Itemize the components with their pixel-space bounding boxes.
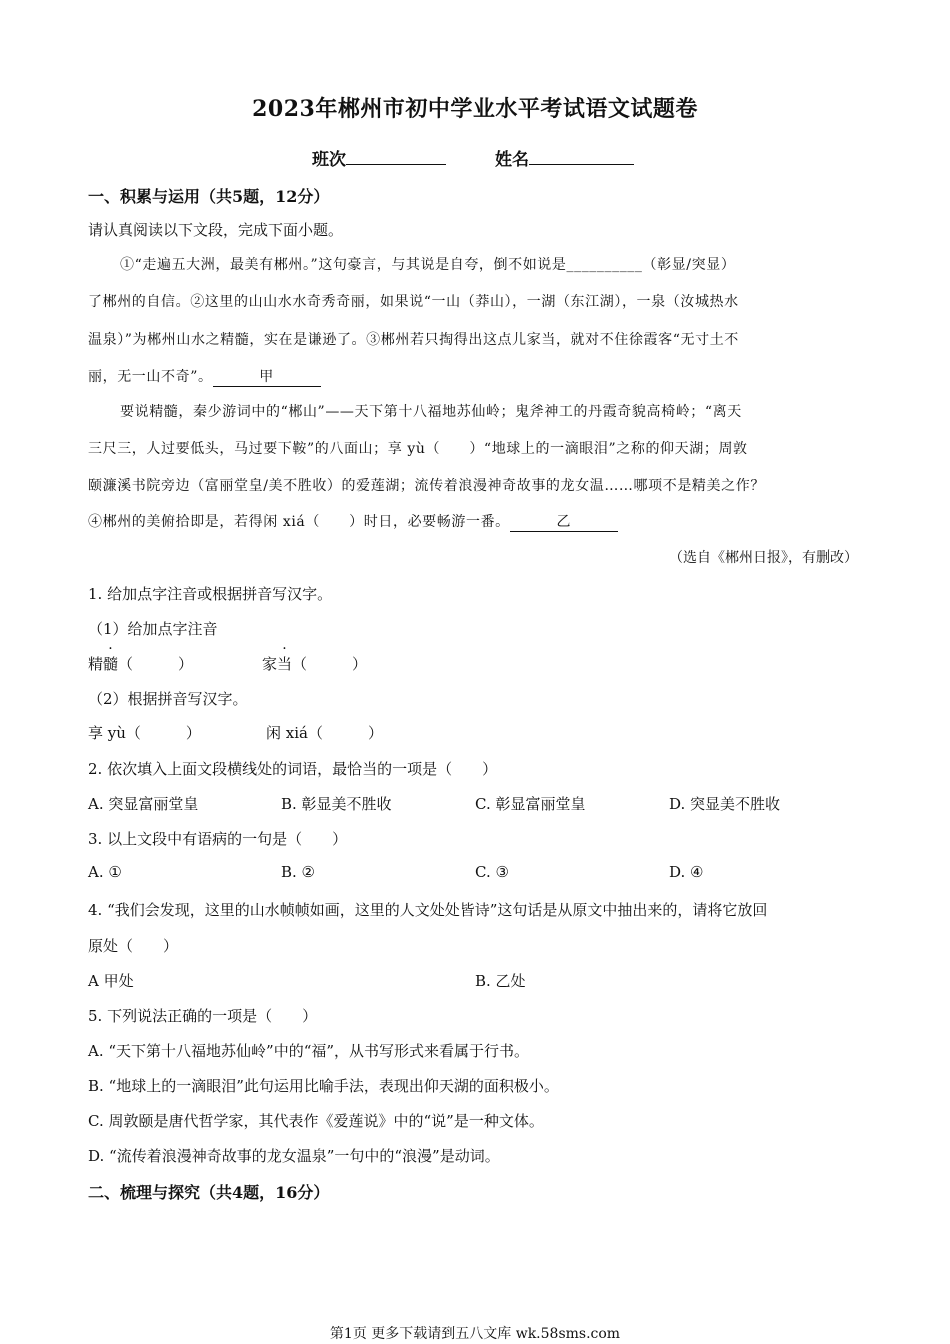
passage-line: 丽，无一山不奇”。 甲 xyxy=(88,366,321,387)
blank-yi: 乙 xyxy=(510,511,618,532)
q4-stem-line1: 4. “我们会发现，这里的山水帧帧如画，这里的人文处处皆诗”这句话是从原文中抽出来的，请将它放回 xyxy=(88,901,768,919)
q2-option-c[interactable]: C. 彰显富丽堂皇 xyxy=(475,795,586,813)
q4-stem-line2: 原处（ ） xyxy=(88,937,179,955)
name-field xyxy=(495,145,634,170)
class-blank xyxy=(346,148,446,165)
q1-part2: （2）根据拼音写汉字。 xyxy=(88,690,248,708)
passage-line: 颐濂溪书院旁边（富丽堂皇/美不胜收）的爱莲湖；流传着浪漫神奇故事的龙女温……哪项不是精美之作？ xyxy=(88,478,765,494)
q2-stem: 2. 依次填入上面文段横线处的词语，最恰当的一项是（ ） xyxy=(88,760,498,778)
source-note: （选自《郴州日报》，有删改） xyxy=(669,550,858,566)
passage-line: 三尺三，人过要低头，马过要下鞍”的八面山；享 yù（ ）“地球上的一滴眼泪”之称的仰天湖；周敦 xyxy=(88,441,748,457)
answer-blank: （ ） xyxy=(292,655,368,673)
q4-option-b[interactable]: B. 乙处 xyxy=(475,972,526,990)
page-footer: 第1页 更多下载请到五八文库 wk.58sms.com xyxy=(329,1326,621,1342)
q3-option-b[interactable]: B. ② xyxy=(281,863,316,881)
passage-line: ④郴州的美俯拾即是，若得闲 xiá（ ）时日，必要畅游一番。 乙 xyxy=(88,511,618,532)
q5-option-b[interactable]: B. “地球上的一滴眼泪”此句运用比喻手法，表现出仰天湖的面积极小。 xyxy=(88,1077,559,1095)
name-blank xyxy=(529,148,634,165)
dotted-char: 髓 xyxy=(103,655,119,673)
passage-line: 温泉）”为郴州山水之精髓，实在是谦逊了。③郴州若只掏得出这点儿家当，就对不住徐霞客“无寸土不 xyxy=(88,332,739,348)
name-label: 姓名 xyxy=(495,150,529,170)
q3-option-c[interactable]: C. ③ xyxy=(475,863,509,881)
q1-word1: 精髓（ ） xyxy=(88,655,194,673)
section2-heading: 二、梳理与探究（共4题，16分） xyxy=(88,1183,330,1202)
q5-option-d[interactable]: D. “流传着浪漫神奇故事的龙女温泉”一句中的“浪漫”是动词。 xyxy=(88,1147,500,1165)
passage-line: 了郴州的自信。②这里的山山水水奇秀奇丽，如果说“一山（莽山），一湖（东江湖），一泉（汝城热水 xyxy=(88,294,739,310)
passage-line: 要说精髓，秦少游词中的“郴山”——天下第十八福地苏仙岭；鬼斧神工的丹霞奇貌高椅岭；“离天 xyxy=(120,404,742,420)
section1-heading: 一、积累与运用（共5题，12分） xyxy=(88,187,330,206)
q1-part1: （1）给加点字注音 xyxy=(88,620,218,638)
instruction: 请认真阅读以下文段，完成下面小题。 xyxy=(88,221,344,239)
page-title: 2023年郴州市初中学业水平考试语文试题卷 xyxy=(252,96,698,122)
q2-option-b[interactable]: B. 彰显美不胜收 xyxy=(281,795,392,813)
q3-stem: 3. 以上文段中有语病的一句是（ ） xyxy=(88,830,348,848)
q1-stem: 1. 给加点字注音或根据拼音写汉字。 xyxy=(88,585,333,603)
blank-jia: 甲 xyxy=(213,366,321,387)
q5-stem: 5. 下列说法正确的一项是（ ） xyxy=(88,1007,318,1025)
dotted-char: 当 xyxy=(277,655,293,673)
q1-pinyin1: 享 yù（ ） xyxy=(88,724,201,742)
class-field xyxy=(312,145,446,170)
q3-option-a[interactable]: A. ① xyxy=(88,863,122,881)
class-label: 班次 xyxy=(312,150,346,170)
q5-option-c[interactable]: C. 周敦颐是唐代哲学家，其代表作《爱莲说》中的“说”是一种文体。 xyxy=(88,1112,544,1130)
q4-option-a[interactable]: A 甲处 xyxy=(88,972,134,990)
q2-option-a[interactable]: A. 突显富丽堂皇 xyxy=(88,795,199,813)
q3-option-d[interactable]: D. ④ xyxy=(669,863,704,881)
answer-blank: （ ） xyxy=(118,655,194,673)
q1-word2: 家当（ ） xyxy=(262,655,368,673)
q2-option-d[interactable]: D. 突显美不胜收 xyxy=(669,795,781,813)
passage-line: ①“走遍五大洲，最美有郴州。”这句豪言，与其说是自夸，倒不如说是__________（彰显/突显） xyxy=(120,257,736,273)
q5-option-a[interactable]: A. “天下第十八福地苏仙岭”中的“福”，从书写形式来看属于行书。 xyxy=(88,1042,530,1060)
q1-pinyin2: 闲 xiá（ ） xyxy=(266,724,383,742)
